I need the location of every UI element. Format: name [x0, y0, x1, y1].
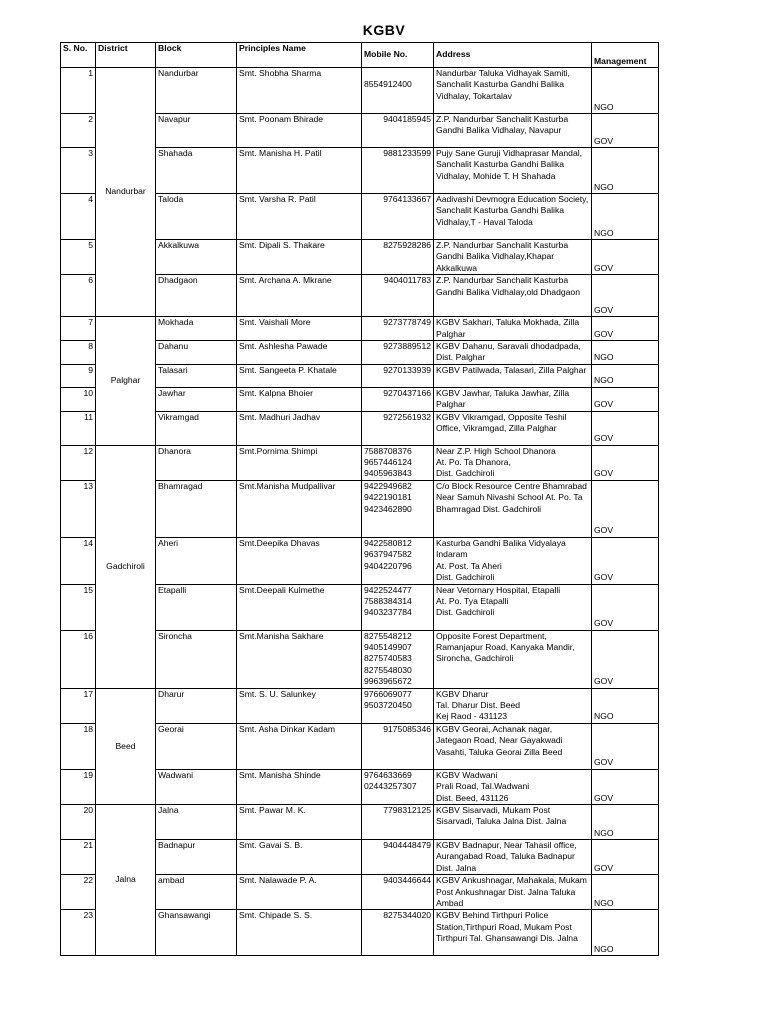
block-cell: Navapur — [156, 114, 237, 148]
mobile-cell: 9273889512 — [362, 341, 434, 365]
address-cell: KGBV Dahanu, Saravali dhodadpada, Dist. Palghar — [434, 341, 592, 365]
table-row — [61, 317, 659, 341]
management-cell: NGO — [592, 364, 659, 387]
address-cell: Pujy Sane Guruji Vidhaprasar Mandal, Sanchalit Kasturba Gandhi Balika Vidhalay, Mohide T. H Shahada — [434, 148, 592, 194]
mobile-cell: 9270437166 — [362, 387, 434, 411]
table-body — [61, 68, 659, 956]
serial-number-cell: 4 — [61, 194, 96, 240]
header-sno: S. No. — [61, 43, 96, 68]
management-cell: GOV — [592, 537, 659, 584]
serial-number-cell: 5 — [61, 240, 96, 275]
principal-name-cell: Smt. Madhuri Jadhav — [237, 411, 362, 445]
address-cell: KGBV Dharur Tal. Dharur Dist. Beed Kej Raod - 431123 — [434, 688, 592, 723]
block-cell: Etapalli — [156, 584, 237, 630]
management-cell: GOV — [592, 769, 659, 804]
block-cell: Dhadgaon — [156, 275, 237, 317]
mobile-cell: 9766069077 9503720450 — [362, 688, 434, 723]
principal-name-cell: Smt. Manisha H. Patil — [237, 148, 362, 194]
address-cell: KGBV Vikramgad, Opposite Teshil Office, Vikramgad, Zilla Palghar — [434, 411, 592, 445]
principal-name-cell: Smt.Deepika Dhavas — [237, 537, 362, 584]
district-cell: Beed — [96, 688, 156, 804]
management-cell: NGO — [592, 68, 659, 114]
address-cell: KGBV Ankushnagar, Mahakala, Mukam Post Ankushnagar Dist. Jalna Taluka Ambad — [434, 875, 592, 910]
serial-number-cell: 3 — [61, 148, 96, 194]
management-cell: NGO — [592, 910, 659, 956]
serial-number-cell: 1 — [61, 68, 96, 114]
principal-name-cell: Smt. Nalawade P. A. — [237, 875, 362, 910]
address-cell: KGBV Sisarvadi, Mukam Post Sisarvadi, Taluka Jalna Dist. Jalna — [434, 804, 592, 839]
address-cell: KGBV Jawhar, Taluka Jawhar, Zilla Palghar — [434, 387, 592, 411]
address-cell: Z.P. Nandurbar Sanchalit Kasturba Gandhi Balika Vidhalay, Navapur — [434, 114, 592, 148]
address-cell: Near Z.P. High School Dhanora At. Po. Ta Dhanora, Dist. Gadchiroli — [434, 445, 592, 480]
block-cell: ambad — [156, 875, 237, 910]
address-cell: KGBV Patilwada, Talasari, Zilla Palghar — [434, 364, 592, 387]
address-cell: KGBV Wadwani Prali Road, Tal.Wadwani Dist. Beed, 431126 — [434, 769, 592, 804]
serial-number-cell: 8 — [61, 341, 96, 365]
block-cell: Wadwani — [156, 769, 237, 804]
mobile-cell: 9764133667 — [362, 194, 434, 240]
address-cell: Kasturba Gandhi Balika Vidyalaya Indaram At. Post. Ta Aheri Dist. Gadchiroli — [434, 537, 592, 584]
management-cell: GOV — [592, 630, 659, 688]
address-cell: KGBV Georai, Achanak nagar, Jategaon Road, Near Gayakwadi Vasahti, Taluka Georai Zilla Beed — [434, 723, 592, 769]
principal-name-cell: Smt.Pornima Shimpi — [237, 445, 362, 480]
block-cell: Jawhar — [156, 387, 237, 411]
principal-name-cell: Smt. Gavai S. B. — [237, 839, 362, 874]
block-cell: Dahanu — [156, 341, 237, 365]
address-cell: KGBV Behind Tirthpuri Police Station,Tirthpuri Road, Mukam Post Tirthpuri Tal. Ghansawangi Dis. Jalna — [434, 910, 592, 956]
principal-name-cell: Smt.Deepali Kulmethe — [237, 584, 362, 630]
principal-name-cell: Smt. Dipali S. Thakare — [237, 240, 362, 275]
serial-number-cell: 2 — [61, 114, 96, 148]
management-cell: NGO — [592, 688, 659, 723]
address-cell: C/o Block Resource Centre Bhamrabad Near Samuh Nivashi School At. Po. Ta Bhamragad Dist. Gadchiroli — [434, 480, 592, 537]
serial-number-cell: 17 — [61, 688, 96, 723]
mobile-cell: 9404185945 — [362, 114, 434, 148]
serial-number-cell: 22 — [61, 875, 96, 910]
mobile-cell: 7588708376 9657446124 9405963843 — [362, 445, 434, 480]
header-principal: Principles Name — [237, 43, 362, 68]
block-cell: Nandurbar — [156, 68, 237, 114]
management-cell: GOV — [592, 445, 659, 480]
serial-number-cell: 21 — [61, 839, 96, 874]
address-cell: Aadivashi Devmogra Education Society, Sanchalit Kasturba Gandhi Balika Vidhalay,T - Haval Taloda — [434, 194, 592, 240]
block-cell: Badnapur — [156, 839, 237, 874]
block-cell: Shahada — [156, 148, 237, 194]
mobile-cell: 9422580812 9637947582 9404220796 — [362, 537, 434, 584]
district-cell: Gadchiroli — [96, 445, 156, 688]
mobile-cell: 8554912400 — [362, 68, 434, 114]
block-cell: Sironcha — [156, 630, 237, 688]
principal-name-cell: Smt. Ashlesha Pawade — [237, 341, 362, 365]
header-address: Address — [434, 43, 592, 68]
management-cell: GOV — [592, 723, 659, 769]
serial-number-cell: 9 — [61, 364, 96, 387]
mobile-cell: 9881233599 — [362, 148, 434, 194]
principal-name-cell: Smt. Kalpna Bhoier — [237, 387, 362, 411]
management-cell: GOV — [592, 240, 659, 275]
address-cell: Z.P. Nandurbar Sanchalit Kasturba Gandhi Balika Vidhalay,Khapar Akkalkuwa — [434, 240, 592, 275]
block-cell: Georai — [156, 723, 237, 769]
principal-name-cell: Smt.Manisha Sakhare — [237, 630, 362, 688]
principal-name-cell: Smt. Asha Dinkar Kadam — [237, 723, 362, 769]
management-cell: GOV — [592, 480, 659, 537]
serial-number-cell: 12 — [61, 445, 96, 480]
block-cell: Vikramgad — [156, 411, 237, 445]
header-row — [61, 43, 659, 68]
page-title: KGBV — [362, 22, 406, 38]
principal-name-cell: Smt. Sangeeta P. Khatale — [237, 364, 362, 387]
address-cell: KGBV Badnapur, Near Tahasil office, Aurangabad Road, Taluka Badnapur Dist. Jalna — [434, 839, 592, 874]
management-cell: NGO — [592, 875, 659, 910]
serial-number-cell: 6 — [61, 275, 96, 317]
management-cell: GOV — [592, 275, 659, 317]
principal-name-cell: Smt. Chipade S. S. — [237, 910, 362, 956]
mobile-cell: 9422524477 7588384314 9403237784 — [362, 584, 434, 630]
management-cell: GOV — [592, 839, 659, 874]
table-row — [61, 688, 659, 723]
mobile-cell: 9403446644 — [362, 875, 434, 910]
mobile-cell: 9764633669 02443257307 — [362, 769, 434, 804]
management-cell: GOV — [592, 411, 659, 445]
address-cell: KGBV Sakhari, Taluka Mokhada, Zilla Palghar — [434, 317, 592, 341]
serial-number-cell: 13 — [61, 480, 96, 537]
table-row — [61, 68, 659, 114]
block-cell: Akkalkuwa — [156, 240, 237, 275]
mobile-cell: 9404011783 — [362, 275, 434, 317]
management-cell: GOV — [592, 114, 659, 148]
kgbv-table — [60, 42, 659, 956]
district-cell: Palghar — [96, 317, 156, 445]
block-cell: Dhanora — [156, 445, 237, 480]
serial-number-cell: 11 — [61, 411, 96, 445]
block-cell: Bhamragad — [156, 480, 237, 537]
management-cell: NGO — [592, 804, 659, 839]
header-mobile: Mobile No. — [362, 43, 434, 68]
district-cell: Nandurbar — [96, 68, 156, 317]
block-cell: Aheri — [156, 537, 237, 584]
mobile-cell: 9404448479 — [362, 839, 434, 874]
address-cell: Nandurbar Taluka Vidhayak Samiti, Sanchalit Kasturba Gandhi Balika Vidhalay, Tokartalav — [434, 68, 592, 114]
address-cell: Z.P. Nandurbar Sanchalit Kasturba Gandhi Balika Vidhalay,old Dhadgaon — [434, 275, 592, 317]
address-cell: Near Vetornary Hospital, Etapalli At. Po. Tya Etapalli Dist. Gadchiroli — [434, 584, 592, 630]
table-row — [61, 445, 659, 480]
serial-number-cell: 23 — [61, 910, 96, 956]
mobile-cell: 9175085346 — [362, 723, 434, 769]
mobile-cell: 9272561932 — [362, 411, 434, 445]
mobile-cell: 7798312125 — [362, 804, 434, 839]
principal-name-cell: Smt. Manisha Shinde — [237, 769, 362, 804]
principal-name-cell: Smt. S. U. Salunkey — [237, 688, 362, 723]
serial-number-cell: 14 — [61, 537, 96, 584]
principal-name-cell: Smt. Pawar M. K. — [237, 804, 362, 839]
block-cell: Talasari — [156, 364, 237, 387]
mobile-cell: 9273778749 — [362, 317, 434, 341]
mobile-cell: 8275928286 — [362, 240, 434, 275]
header-block: Block — [156, 43, 237, 68]
management-cell: GOV — [592, 387, 659, 411]
block-cell: Taloda — [156, 194, 237, 240]
principal-name-cell: Smt. Poonam Bhirade — [237, 114, 362, 148]
block-cell: Mokhada — [156, 317, 237, 341]
district-cell: Jalna — [96, 804, 156, 955]
serial-number-cell: 7 — [61, 317, 96, 341]
address-cell: Opposite Forest Department, Ramanjapur Road, Kanyaka Mandir, Sironcha, Gadchiroli — [434, 630, 592, 688]
mobile-cell: 8275548212 9405149907 8275740583 8275548030 9963965672 — [362, 630, 434, 688]
block-cell: Ghansawangi — [156, 910, 237, 956]
mobile-cell: 9422949682 9422190181 9423462890 — [362, 480, 434, 537]
management-cell: GOV — [592, 317, 659, 341]
principal-name-cell: Smt. Archana A. Mkrane — [237, 275, 362, 317]
header-management: Management — [592, 43, 659, 68]
table-row — [61, 804, 659, 839]
serial-number-cell: 20 — [61, 804, 96, 839]
serial-number-cell: 10 — [61, 387, 96, 411]
serial-number-cell: 19 — [61, 769, 96, 804]
block-cell: Jalna — [156, 804, 237, 839]
management-cell: NGO — [592, 194, 659, 240]
mobile-cell: 9270133939 — [362, 364, 434, 387]
header-district: District — [96, 43, 156, 68]
block-cell: Dharur — [156, 688, 237, 723]
mobile-cell: 8275344020 — [362, 910, 434, 956]
principal-name-cell: Smt. Shobha Sharma — [237, 68, 362, 114]
principal-name-cell: Smt.Manisha Mudpallivar — [237, 480, 362, 537]
management-cell: GOV — [592, 584, 659, 630]
principal-name-cell: Smt. Vaishali More — [237, 317, 362, 341]
management-cell: NGO — [592, 148, 659, 194]
principal-name-cell: Smt. Varsha R. Patil — [237, 194, 362, 240]
management-cell: NGO — [592, 341, 659, 365]
serial-number-cell: 18 — [61, 723, 96, 769]
serial-number-cell: 16 — [61, 630, 96, 688]
serial-number-cell: 15 — [61, 584, 96, 630]
